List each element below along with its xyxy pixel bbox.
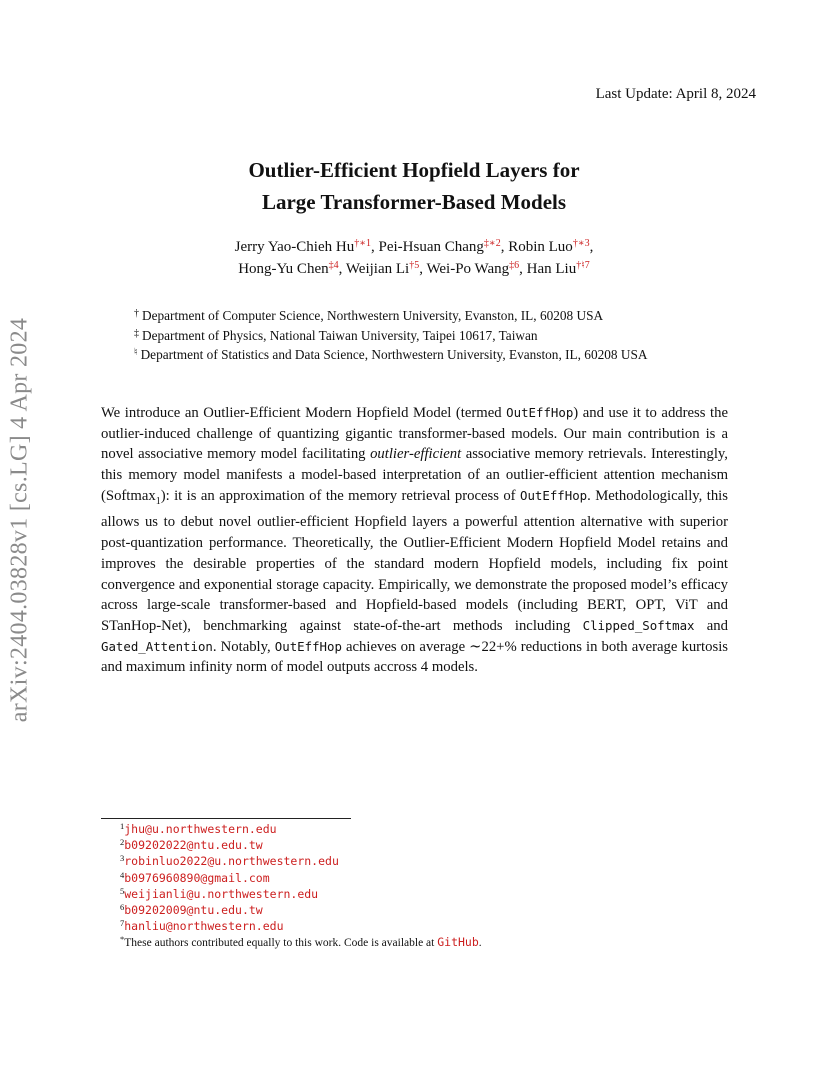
author-marks[interactable]: †∗3 <box>572 238 590 249</box>
abstract-text: . Methodologically, this allows us to debut novel outlier-efficient Hopfield layers a powerful attention alternative with superior post-quantization performance. Theoretically, the Outlier-Efficient Modern Hopfield Model retains and improves the desirable properties of the standard modern Hopfield models, including fix point convergence and exponential storage capacity. Empirically, we demonstrate the proposed model’s efficacy across large-scale transformer-based and Hopfield-based models (including BERT, OPT, ViT and STanHop-Net), benchmarking against state-of-the-art methods including <box>101 487 728 634</box>
affiliation-mark: ‡ <box>134 327 139 339</box>
author-line-2: Hong-Yu Chen$^{\ddagger 4}$, Weijian Li$^{\dagger 5}$, Wei-Po Wang$^{\ddagger 6}$, Han Liu$^{\dagger♮7}$ <box>238 260 590 277</box>
author-marks[interactable]: ‡∗2 <box>483 238 501 249</box>
email-link[interactable]: jhu@u.northwestern.edu <box>124 822 277 836</box>
footnote-mark: 7 <box>120 918 125 929</box>
code-term: OutEffHop <box>519 487 588 503</box>
footnote-item <box>120 837 482 853</box>
author-name: Wei-Po Wang <box>426 261 510 277</box>
author-line-1: Jerry Yao-Chieh $Hu^{\dagger∗1}$, Pei-Hsuan Chang$^{\ddagger∗2}$, Robin Luo$^{\dagger∗3}$, <box>234 238 594 255</box>
abstract-text: We introduce an Outlier-Efficient Modern Hopfield Model (termed <box>101 405 507 421</box>
footnote-divider <box>101 818 351 819</box>
code-term: OutEffHop <box>506 405 574 420</box>
footnote-mark: * <box>120 934 125 945</box>
footnote-item <box>120 870 482 886</box>
code-term: Gated_Attention <box>101 638 213 654</box>
footnote-item <box>120 902 482 918</box>
author-name: Pei-Hsuan Chang <box>378 239 484 255</box>
author-name: Robin Luo <box>508 239 573 255</box>
github-link[interactable]: GitHub <box>437 935 479 950</box>
email-link[interactable]: b09202022@ntu.edu.tw <box>124 838 263 853</box>
math-term <box>105 487 161 507</box>
code-term: OutEffHop <box>274 638 342 654</box>
abstract-text: associative memory retrievals. Interestingly, this memory model manifests a model-based interpretation of an outlier-efficient attention mechanism ( <box>101 446 728 504</box>
author-marks[interactable]: ‡4 <box>328 260 339 271</box>
affiliation-mark: † <box>134 308 139 319</box>
email-link[interactable]: weijianli@u.northwestern.edu <box>124 886 319 901</box>
abstract-text: and <box>694 617 728 634</box>
last-update-date: Last Update: April 8, 2024 <box>595 86 756 102</box>
author-list <box>0 236 828 280</box>
paper-title <box>0 154 828 218</box>
author-marks[interactable]: †∗1 <box>354 238 372 249</box>
email-link[interactable]: b09202009@ntu.edu.tw <box>124 903 263 918</box>
footnote-mark: 2 <box>120 837 125 848</box>
affiliation-text: Department of Physics, National Taiwan University, Taipei 10617, Taiwan <box>142 327 538 343</box>
author-name: Hong-Yu Chen <box>238 261 329 277</box>
footnote-item <box>120 886 482 902</box>
math-text: Softmax <box>105 487 156 504</box>
email-link[interactable]: hanliu@northwestern.edu <box>124 919 284 934</box>
emphasis-term: outlier-efficient <box>370 446 462 463</box>
affiliation-item <box>134 306 647 326</box>
affiliation-text: Department of Statistics and Data Science, Northwestern University, Evanston, IL, 60208 USA <box>140 347 648 362</box>
author-marks[interactable]: †5 <box>409 260 420 271</box>
author-marks[interactable]: ‡6 <box>509 260 520 271</box>
footnote-item <box>120 918 482 934</box>
math-subscript: 1 <box>155 495 161 507</box>
title-line-1: Outlier-Efficient Hopfield Layers for <box>248 158 580 182</box>
footnote-item <box>120 853 482 869</box>
affiliation-item <box>134 326 647 346</box>
footnote-mark: 3 <box>120 853 125 864</box>
author-name: Weijian Li <box>345 261 410 277</box>
title-line-2: Large Transformer-Based Models <box>261 190 567 214</box>
footnote-mark: 4 <box>120 869 125 880</box>
equal-contribution-note <box>120 934 482 951</box>
note-text: These authors contributed equally to this work. Code is available at <box>124 937 438 950</box>
arxiv-identifier[interactable]: arXiv:2404.03828v1 [cs.LG] 4 Apr 2024 <box>6 317 33 723</box>
author-marks[interactable]: †♮7 <box>576 260 590 271</box>
affiliation-text: Department of Computer Science, Northwestern University, Evanston, IL, 60208 USA <box>142 308 604 323</box>
footnote-mark: 1 <box>120 821 125 831</box>
author-name: Jerry Yao-Chieh Hu <box>234 239 355 255</box>
abstract-text: ): it is an approximation of the memory retrieval process of <box>160 487 520 504</box>
affiliation-mark: ♮ <box>134 347 138 358</box>
code-term: Clipped_Softmax <box>582 617 695 633</box>
abstract-text: achieves on average ∼22+% reductions in both average kurtosis and maximum infinity norm of model outputs accross 4 models. <box>101 638 728 676</box>
abstract-paragraph <box>101 403 728 678</box>
abstract-text: ) and use it to address the outlier-induced challenge of quantizing gigantic transformer-based models. Our main contribution is a novel associative memory model facilitating <box>101 405 728 463</box>
footnote-mark: 5 <box>120 885 125 896</box>
affiliation-list <box>134 306 647 365</box>
footnote-mark: 6 <box>120 902 125 913</box>
author-name: Han Liu <box>526 261 577 277</box>
email-link[interactable]: b0976960890@gmail.com <box>124 870 270 885</box>
footnote-list <box>120 821 482 952</box>
footnote-item <box>120 821 482 837</box>
email-link[interactable]: robinluo2022@u.northwestern.edu <box>124 854 339 869</box>
affiliation-item <box>134 345 647 365</box>
abstract-text: . Notably, <box>212 638 275 655</box>
note-text: . <box>478 937 482 950</box>
